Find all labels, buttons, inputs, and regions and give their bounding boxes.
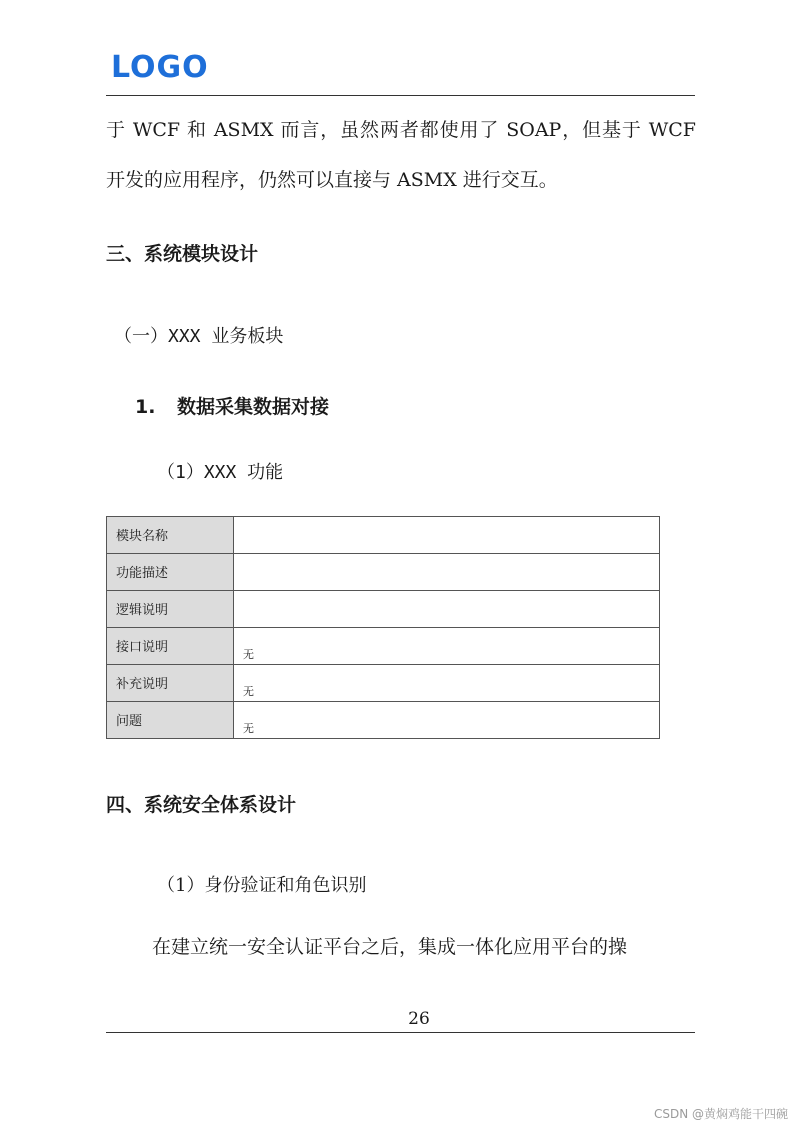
row-value: 无 [234, 628, 660, 665]
function-heading: （1）XXX 功能 [157, 462, 284, 483]
table-row [107, 702, 660, 739]
section-heading-3: 三、系统模块设计 [106, 243, 259, 265]
row-label: 接口说明 [107, 628, 234, 665]
page-number: 26 [408, 1009, 430, 1029]
footer-divider [106, 1032, 695, 1033]
row-label: 补充说明 [107, 665, 234, 702]
row-value: 无 [234, 702, 660, 739]
row-value [234, 591, 660, 628]
module-spec-table [106, 516, 660, 739]
row-value: 无 [234, 665, 660, 702]
body-paragraph-2: 在建立统一安全认证平台之后，集成一体化应用平台的操 [152, 936, 628, 958]
table-row [107, 665, 660, 702]
subsection-heading: （一）XXX 业务板块 [114, 326, 284, 347]
logo: LOGO [111, 50, 209, 85]
row-label: 逻辑说明 [107, 591, 234, 628]
watermark: CSDN @黄焖鸡能干四碗 [653, 1107, 788, 1121]
row-value [234, 554, 660, 591]
row-label: 功能描述 [107, 554, 234, 591]
section-heading-4: 四、系统安全体系设计 [106, 794, 297, 816]
table-row [107, 554, 660, 591]
table-row [107, 517, 660, 554]
subheading-4-1: （1）身份验证和角色识别 [157, 875, 367, 896]
item-title: 数据采集数据对接 [177, 396, 330, 418]
row-label: 模块名称 [107, 517, 234, 554]
row-label: 问题 [107, 702, 234, 739]
item-number: 1. [135, 396, 156, 418]
table-row [107, 591, 660, 628]
header-divider [106, 95, 695, 96]
body-paragraph: 于 WCF 和 ASMX 而言，虽然两者都使用了 SOAP，但基于 WCF 开发的应用程序，仍然可以直接与 ASMX 进行交互。 [106, 119, 696, 191]
table-row [107, 628, 660, 665]
row-value [234, 517, 660, 554]
item-heading [135, 394, 329, 420]
